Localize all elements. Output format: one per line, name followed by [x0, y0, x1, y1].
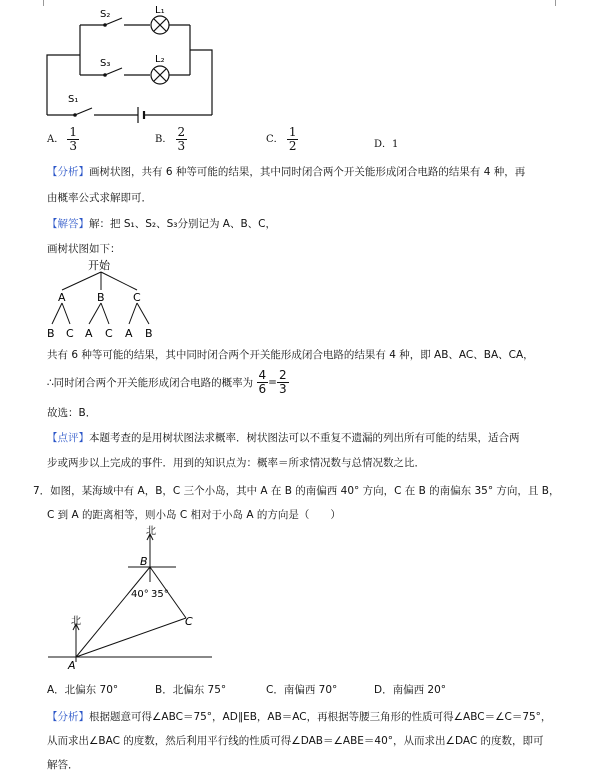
angle-35-label: 35°	[151, 589, 169, 600]
q6-analysis-line1: 【分析】画树状图，共有 6 种等可能的结果，其中同时闭合两个开关能形成闭合电路的结果有 4 种，再	[47, 166, 526, 178]
tree-root: 开始	[88, 259, 110, 272]
point-c-label: C	[185, 615, 193, 628]
q7-option-b: B．北偏东 75°	[155, 684, 227, 696]
comment-tag: 【点评】	[47, 432, 89, 444]
analysis-tag: 【分析】	[47, 166, 89, 178]
q7-option-d: D．南偏西 20°	[374, 684, 447, 696]
tree-leaf: B	[47, 327, 55, 340]
q7-stem-line2: C 到 A 的距离相等，则小岛 C 相对于小岛 A 的方向是（ ）	[47, 509, 341, 521]
solution-tag: 【解答】	[47, 218, 89, 230]
q7-geometry-figure	[40, 522, 230, 674]
q6-comment-line1: 【点评】本题考查的是用树状图法求概率．树状图法可以不重复不遗漏的列出所有可能的结果，适合两	[47, 432, 520, 444]
corner-mark-top-right	[555, 0, 564, 6]
tree-leaf: C	[105, 327, 113, 340]
q7-stem-line1: 7．如图，某海域中有 A，B，C 三个小岛，其中 A 在 B 的南偏西 40° 方向，C 在 B 的南偏东 35° 方向，且 B，	[33, 485, 560, 497]
label-s2: S₂	[100, 9, 111, 20]
point-b-label: B	[140, 555, 148, 568]
tree-node: A	[58, 291, 66, 304]
north-label-top: 北	[146, 526, 156, 537]
q7-analysis-line1: 【分析】根据题意可得∠ABC＝75°，AD∥EB，AB＝AC，再根据等腰三角形的性质可得∠ABC＝∠C＝75°，	[47, 711, 552, 723]
q6-option-b: B． $\frac{2}{3}$	[155, 125, 186, 153]
q6-option-d: D．1	[374, 139, 399, 150]
tree-leaf: B	[145, 327, 153, 340]
fraction-2-3: $\frac{2}{3}$	[278, 368, 287, 396]
q7-analysis-line2: 从而求出∠BAC 的度数，然后利用平行线的性质可得∠DAB＝∠ABE＝40°，从而求出∠DAC 的度数，即可	[47, 735, 544, 747]
q6-answer: 故选：B．	[47, 407, 97, 419]
label-l2: L₂	[155, 54, 165, 65]
analysis-tag: 【分析】	[47, 711, 89, 723]
q6-result-line2: ∴同时闭合两个开关能形成闭合电路的概率为 $\frac{4}{6}$ = $\frac{2}{3}$	[47, 368, 287, 396]
q6-solution-line1: 【解答】解：把 S₁、S₂、S₃分别记为 A、B、C，	[47, 218, 277, 230]
label-l1: L₁	[155, 5, 165, 16]
circuit-diagram	[40, 5, 230, 130]
tree-leaf: A	[85, 327, 93, 340]
tree-leaf: A	[125, 327, 133, 340]
q6-option-a: A． $\frac{1}{3}$	[47, 125, 78, 153]
tree-node: C	[133, 291, 141, 304]
angle-40-label: 40°	[131, 589, 149, 600]
fraction-4-6: $\frac{4}{6}$	[258, 368, 267, 396]
tree-diagram	[44, 258, 164, 344]
label-s3: S₃	[100, 58, 111, 69]
q7-option-c: C．南偏西 70°	[266, 684, 338, 696]
q7-analysis-line3: 解答．	[47, 759, 79, 771]
q6-option-c: C． $\frac{1}{2}$	[266, 125, 297, 153]
q6-analysis-line2: 由概率公式求解即可．	[47, 192, 152, 204]
q6-comment-line2: 步或两步以上完成的事件．用到的知识点为：概率＝所求情况数与总情况数之比．	[47, 457, 425, 469]
tree-node: B	[97, 291, 105, 304]
point-a-label: A	[68, 659, 76, 672]
q7-option-a: A．北偏东 70°	[47, 684, 119, 696]
q6-result-line1: 共有 6 种等可能的结果，其中同时闭合两个开关能形成闭合电路的结果有 4 种，即 AB、AC、BA、CA，	[47, 349, 534, 361]
label-s1: S₁	[68, 94, 79, 105]
north-label-left: 北	[71, 616, 81, 627]
tree-leaf: C	[66, 327, 74, 340]
q6-solution-line2: 画树状图如下：	[47, 243, 121, 255]
